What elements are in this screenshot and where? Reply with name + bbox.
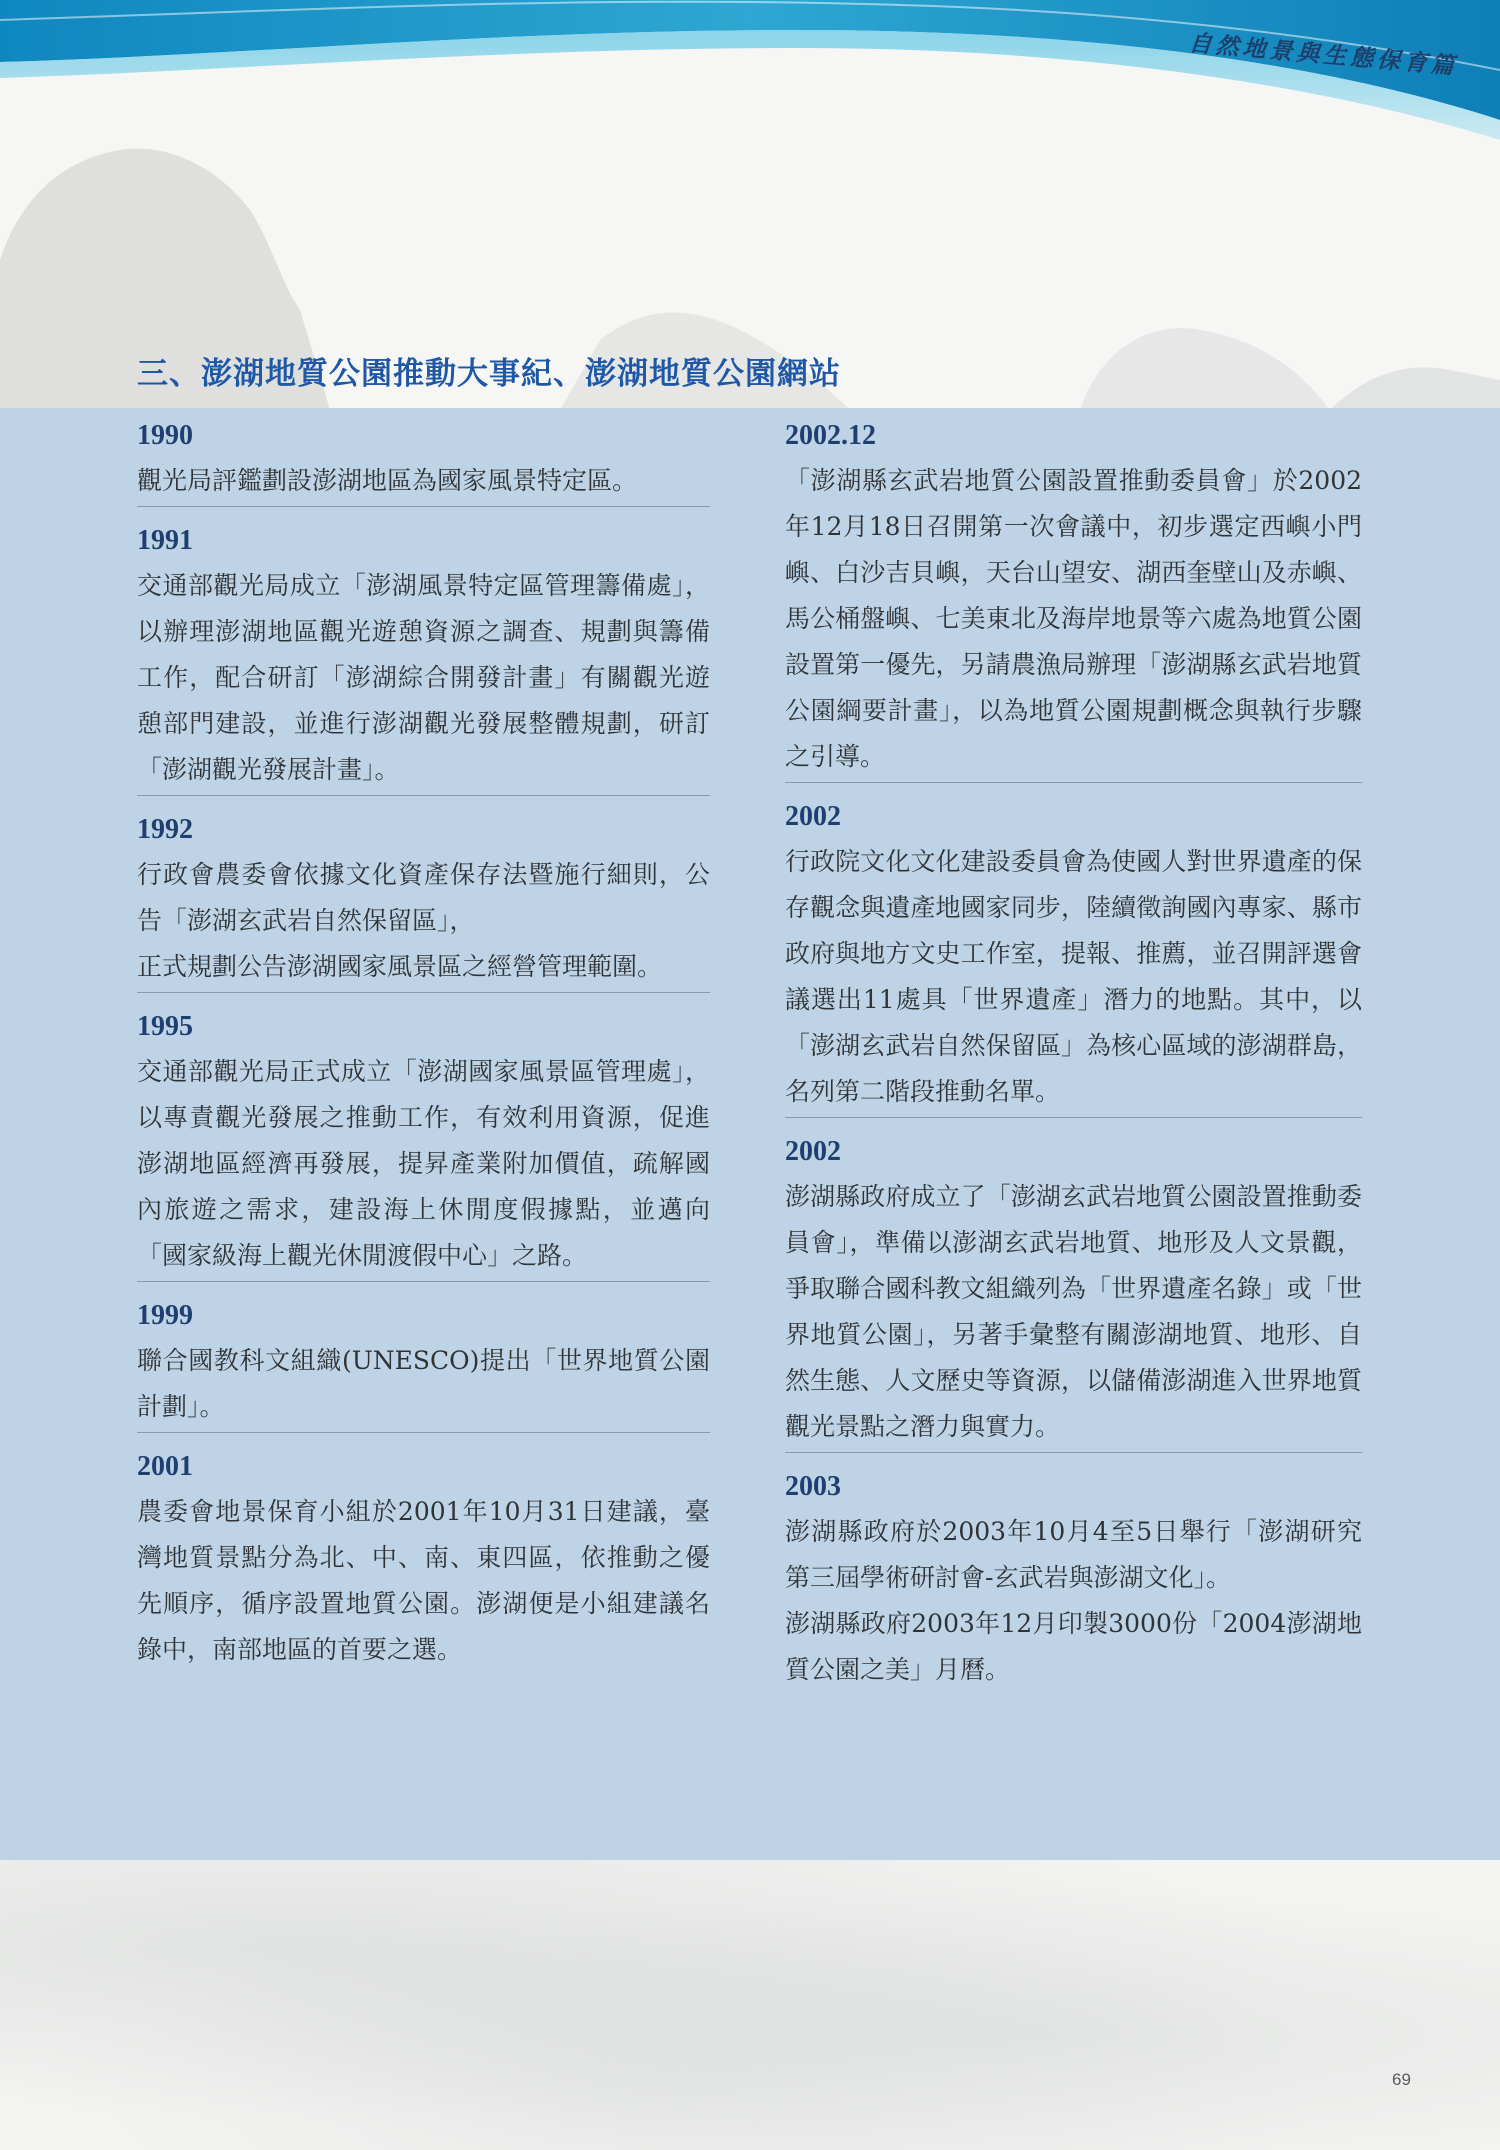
entry-year: 2002 xyxy=(785,1136,841,1167)
entry-text: 聯合國教科文組織(UNESCO)提出「世界地質公園計劃」。 xyxy=(137,1346,710,1421)
entry-year: 2002 xyxy=(785,801,841,832)
entry-text: 澎湖縣政府於2003年10月4至5日舉行「澎湖研究第三屆學術研討會-玄武岩與澎湖文化」。 xyxy=(785,1517,1362,1592)
entry-year: 1995 xyxy=(137,1011,193,1042)
entry-year: 2003 xyxy=(785,1471,841,1502)
entry-text: 觀光局評鑑劃設澎湖地區為國家風景特定區。 xyxy=(137,466,638,495)
entry-year: 2002.12 xyxy=(785,420,876,451)
timeline-entry-1991 xyxy=(137,519,710,796)
entry-year: 1990 xyxy=(137,420,193,451)
entry-text: 行政會農委會依據文化資產保存法暨施行細則，公告「澎湖玄武岩自然保留區」， xyxy=(137,860,710,935)
timeline-entry-2002-b xyxy=(785,1130,1362,1453)
entry-year: 1991 xyxy=(137,525,193,556)
entry-year: 2001 xyxy=(137,1451,193,1482)
section-label: 自然地景與生態保育篇 xyxy=(1187,30,1459,80)
timeline-entry-2001 xyxy=(137,1445,710,1675)
timeline-entry-1999 xyxy=(137,1294,710,1433)
entry-text: 行政院文化文化建設委員會為使國人對世界遺產的保存觀念與遺產地國家同步，陸續徵詢國內專家、縣市政府與地方文史工作室，提報、推薦，並召開評選會議選出11處具「世界遺產」潛力的地點。其中，以「澎湖玄武岩自然保留區」為核心區域的澎湖群島，名列第二階段推動名單。 xyxy=(785,847,1362,1106)
page-heading: 三、澎湖地質公園推動大事紀、澎湖地質公園網站 xyxy=(137,356,841,392)
bottom-texture-background xyxy=(0,1860,1500,2150)
timeline-entry-2002-12 xyxy=(785,414,1362,783)
timeline-entry-1990 xyxy=(137,414,710,507)
entry-text: 交通部觀光局正式成立「澎湖國家風景區管理處」，以專責觀光發展之推動工作，有效利用資源，促進澎湖地區經濟再發展，提昇產業附加價值，疏解國內旅遊之需求，建設海上休閒度假據點，並邁向「國家級海上觀光休閒渡假中心」之路。 xyxy=(137,1057,710,1270)
timeline-entry-1992 xyxy=(137,808,710,993)
entry-text: 澎湖縣政府2003年12月印製3000份「2004澎湖地質公園之美」月曆。 xyxy=(785,1609,1362,1684)
timeline-entry-2002-a xyxy=(785,795,1362,1118)
entry-text: 「澎湖縣玄武岩地質公園設置推動委員會」於2002年12月18日召開第一次會議中，初步選定西嶼小門嶼、白沙吉貝嶼，天台山望安、湖西奎壁山及赤嶼、馬公桶盤嶼、七美東北及海岸地景等六處為地質公園設置第一優先，另請農漁局辦理「澎湖縣玄武岩地質公園綱要計畫」，以為地質公園規劃概念與執行步驟之引導。 xyxy=(785,466,1362,771)
entry-text: 交通部觀光局成立「澎湖風景特定區管理籌備處」，以辦理澎湖地區觀光遊憩資源之調查、規劃與籌備工作，配合研訂「澎湖綜合開發計畫」有關觀光遊憩部門建設，並進行澎湖觀光發展整體規劃，研訂「澎湖觀光發展計畫」。 xyxy=(137,571,710,784)
entry-year: 1999 xyxy=(137,1300,193,1331)
entry-text: 澎湖縣政府成立了「澎湖玄武岩地質公園設置推動委員會」，準備以澎湖玄武岩地質、地形及人文景觀，爭取聯合國科教文組織列為「世界遺產名錄」或「世界地質公園」，另著手彙整有關澎湖地質、地形、自然生態、人文歷史等資源，以儲備澎湖進入世界地質觀光景點之潛力與實力。 xyxy=(785,1182,1362,1441)
page-number: 69 xyxy=(1392,2070,1411,2089)
left-column xyxy=(137,414,710,1687)
entry-text: 農委會地景保育小組於2001年10月31日建議，臺灣地質景點分為北、中、南、東四區，依推動之優先順序，循序設置地質公園。澎湖便是小組建議名錄中，南部地區的首要之選。 xyxy=(137,1497,710,1664)
timeline-entry-2003 xyxy=(785,1465,1362,1695)
entry-year: 1992 xyxy=(137,814,193,845)
right-column xyxy=(785,414,1362,1707)
timeline-entry-1995 xyxy=(137,1005,710,1282)
entry-text: 正式規劃公告澎湖國家風景區之經營管理範圍。 xyxy=(137,952,663,981)
top-wave-band xyxy=(0,0,1500,150)
